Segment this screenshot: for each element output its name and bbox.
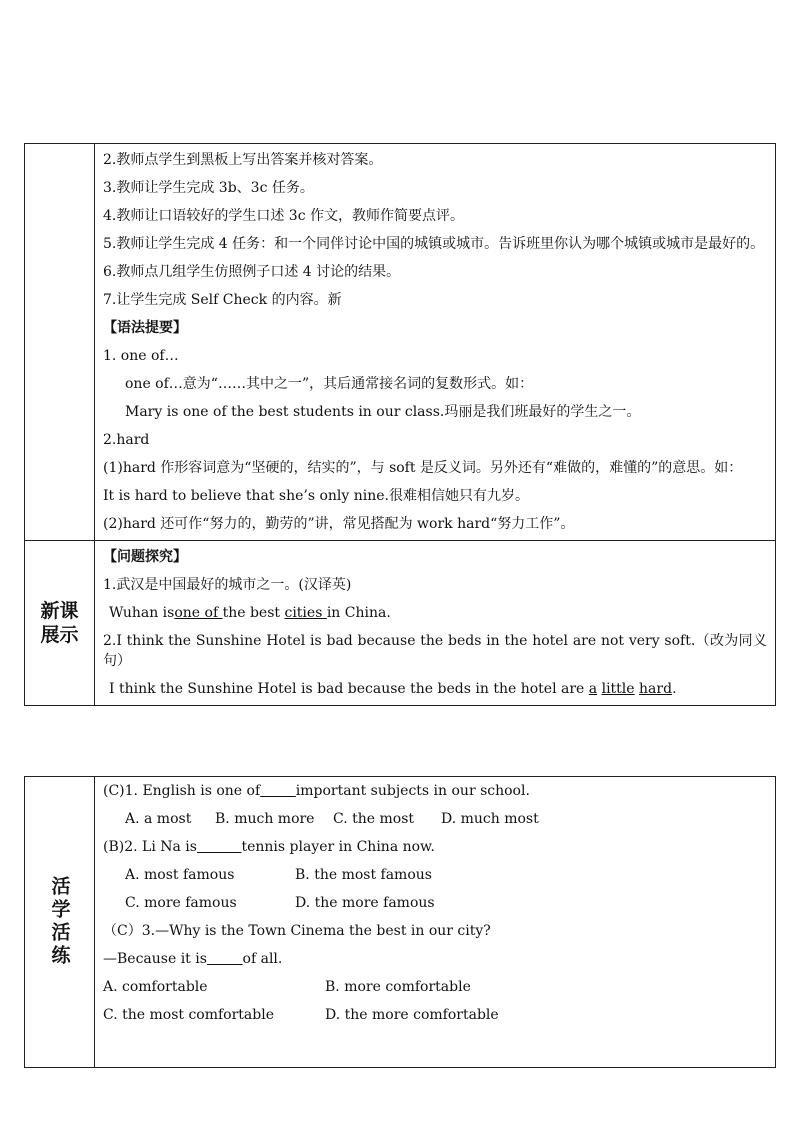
grammar-example: It is hard to believe that she’s only nine.很难相信她只有九岁。 (103, 488, 529, 504)
answer-text: Wuhan is (109, 605, 175, 621)
lesson-table (24, 143, 776, 706)
section-label-text: 活学活练 (48, 876, 71, 968)
blank (260, 783, 296, 799)
option: C. more famous (125, 895, 237, 911)
grammar-description: (2)hard 还可作“努力的，勤劳的”讲，常见搭配为 work hard“努力工作”。 (103, 516, 575, 532)
option: C. the most comfortable (103, 1007, 275, 1023)
grammar-example: Mary is one of the best students in our class.玛丽是我们班最好的学生之一。 (125, 404, 641, 420)
grammar-item-title: 2.hard (103, 432, 150, 448)
answer-underline: cities (284, 605, 327, 621)
answer-underline: a (588, 681, 598, 697)
option: B. much more (215, 811, 315, 827)
explore-heading: 【问题探究】 (103, 549, 187, 565)
step-line: 3.教师让学生完成 3b、3c 任务。 (103, 180, 314, 196)
option: A. most famous (125, 867, 235, 883)
blank (207, 951, 243, 967)
answer-text: in China. (326, 605, 391, 621)
answer-text: the best (222, 605, 285, 621)
options-row (103, 861, 767, 889)
grammar-item-title: 1. one of… (103, 348, 179, 364)
question: 1.武汉是中国最好的城市之一。(汉译英) (103, 577, 352, 593)
empty-label-cell (25, 144, 95, 540)
exercise-question (103, 833, 767, 861)
exercise-question (103, 777, 767, 805)
option: A. comfortable (103, 979, 208, 995)
option: A. a most (125, 811, 192, 827)
options-row (103, 973, 767, 1001)
step-line: 4.教师让口语较好的学生口述 3c 作文，教师作简要点评。 (103, 208, 465, 224)
question-text: important subjects in our school. (295, 783, 530, 799)
practice-row (25, 777, 775, 1067)
steps-row (25, 144, 775, 540)
practice-table (24, 776, 776, 1068)
grammar-heading: 【语法提要】 (103, 320, 187, 336)
option: B. more comfortable (325, 979, 471, 995)
step-line: 2.教师点学生到黑板上写出答案并核对答案。 (103, 152, 383, 168)
answer (103, 599, 767, 627)
grammar-description: one of…意为“……其中之一”，其后通常接名词的复数形式。如： (125, 376, 534, 392)
question-text: —Because it is (103, 951, 207, 967)
question: 2.I think the Sunshine Hotel is bad because the beds in the hotel are not very soft.（改为同义句） (103, 633, 767, 669)
option: B. the most famous (295, 867, 432, 883)
answer-underline: hard (639, 681, 673, 697)
question-text: (B)2. Li Na is (103, 839, 197, 855)
answer-underline: one (174, 605, 205, 621)
explore-row (25, 540, 775, 705)
options-row (103, 805, 767, 833)
answer-underline: little (601, 681, 635, 697)
question-text: of all. (242, 951, 283, 967)
section-label (25, 541, 95, 705)
answer (103, 675, 767, 703)
steps-content (95, 144, 775, 540)
step-line: 6.教师点几组学生仿照例子口述 4 讨论的结果。 (103, 264, 401, 280)
question-text: tennis player in China now. (241, 839, 435, 855)
question-text: (C)1. English is one of (103, 783, 261, 799)
exercise-question: （C）3.—Why is the Town Cinema the best in our city? (103, 923, 491, 939)
step-line: 7.让学生完成 Self Check 的内容。新 (103, 292, 342, 308)
options-row (103, 889, 767, 917)
section-label (25, 777, 95, 1067)
explore-content (95, 541, 775, 705)
answer-text: I think the Sunshine Hotel is bad because the beds in the hotel are (109, 681, 589, 697)
exercise-question (103, 945, 767, 973)
option: D. the more famous (295, 895, 435, 911)
option: D. the more comfortable (325, 1007, 499, 1023)
options-row (103, 1001, 767, 1029)
blank (197, 839, 242, 855)
answer-underline: of (204, 605, 223, 621)
grammar-description: (1)hard 作形容词意为“坚硬的，结实的”，与 soft 是反义词。另外还有“难做的，难懂的”的意思。如： (103, 460, 743, 476)
section-label-text: 新课展示 (40, 600, 79, 646)
answer-text: . (672, 681, 677, 697)
option: C. the most (333, 811, 415, 827)
step-line: 5.教师让学生完成 4 任务：和一个同伴讨论中国的城镇或城市。告诉班里你认为哪个城镇或城市是最好的。 (103, 236, 765, 252)
option: D. much most (441, 811, 539, 827)
practice-content (95, 777, 775, 1067)
